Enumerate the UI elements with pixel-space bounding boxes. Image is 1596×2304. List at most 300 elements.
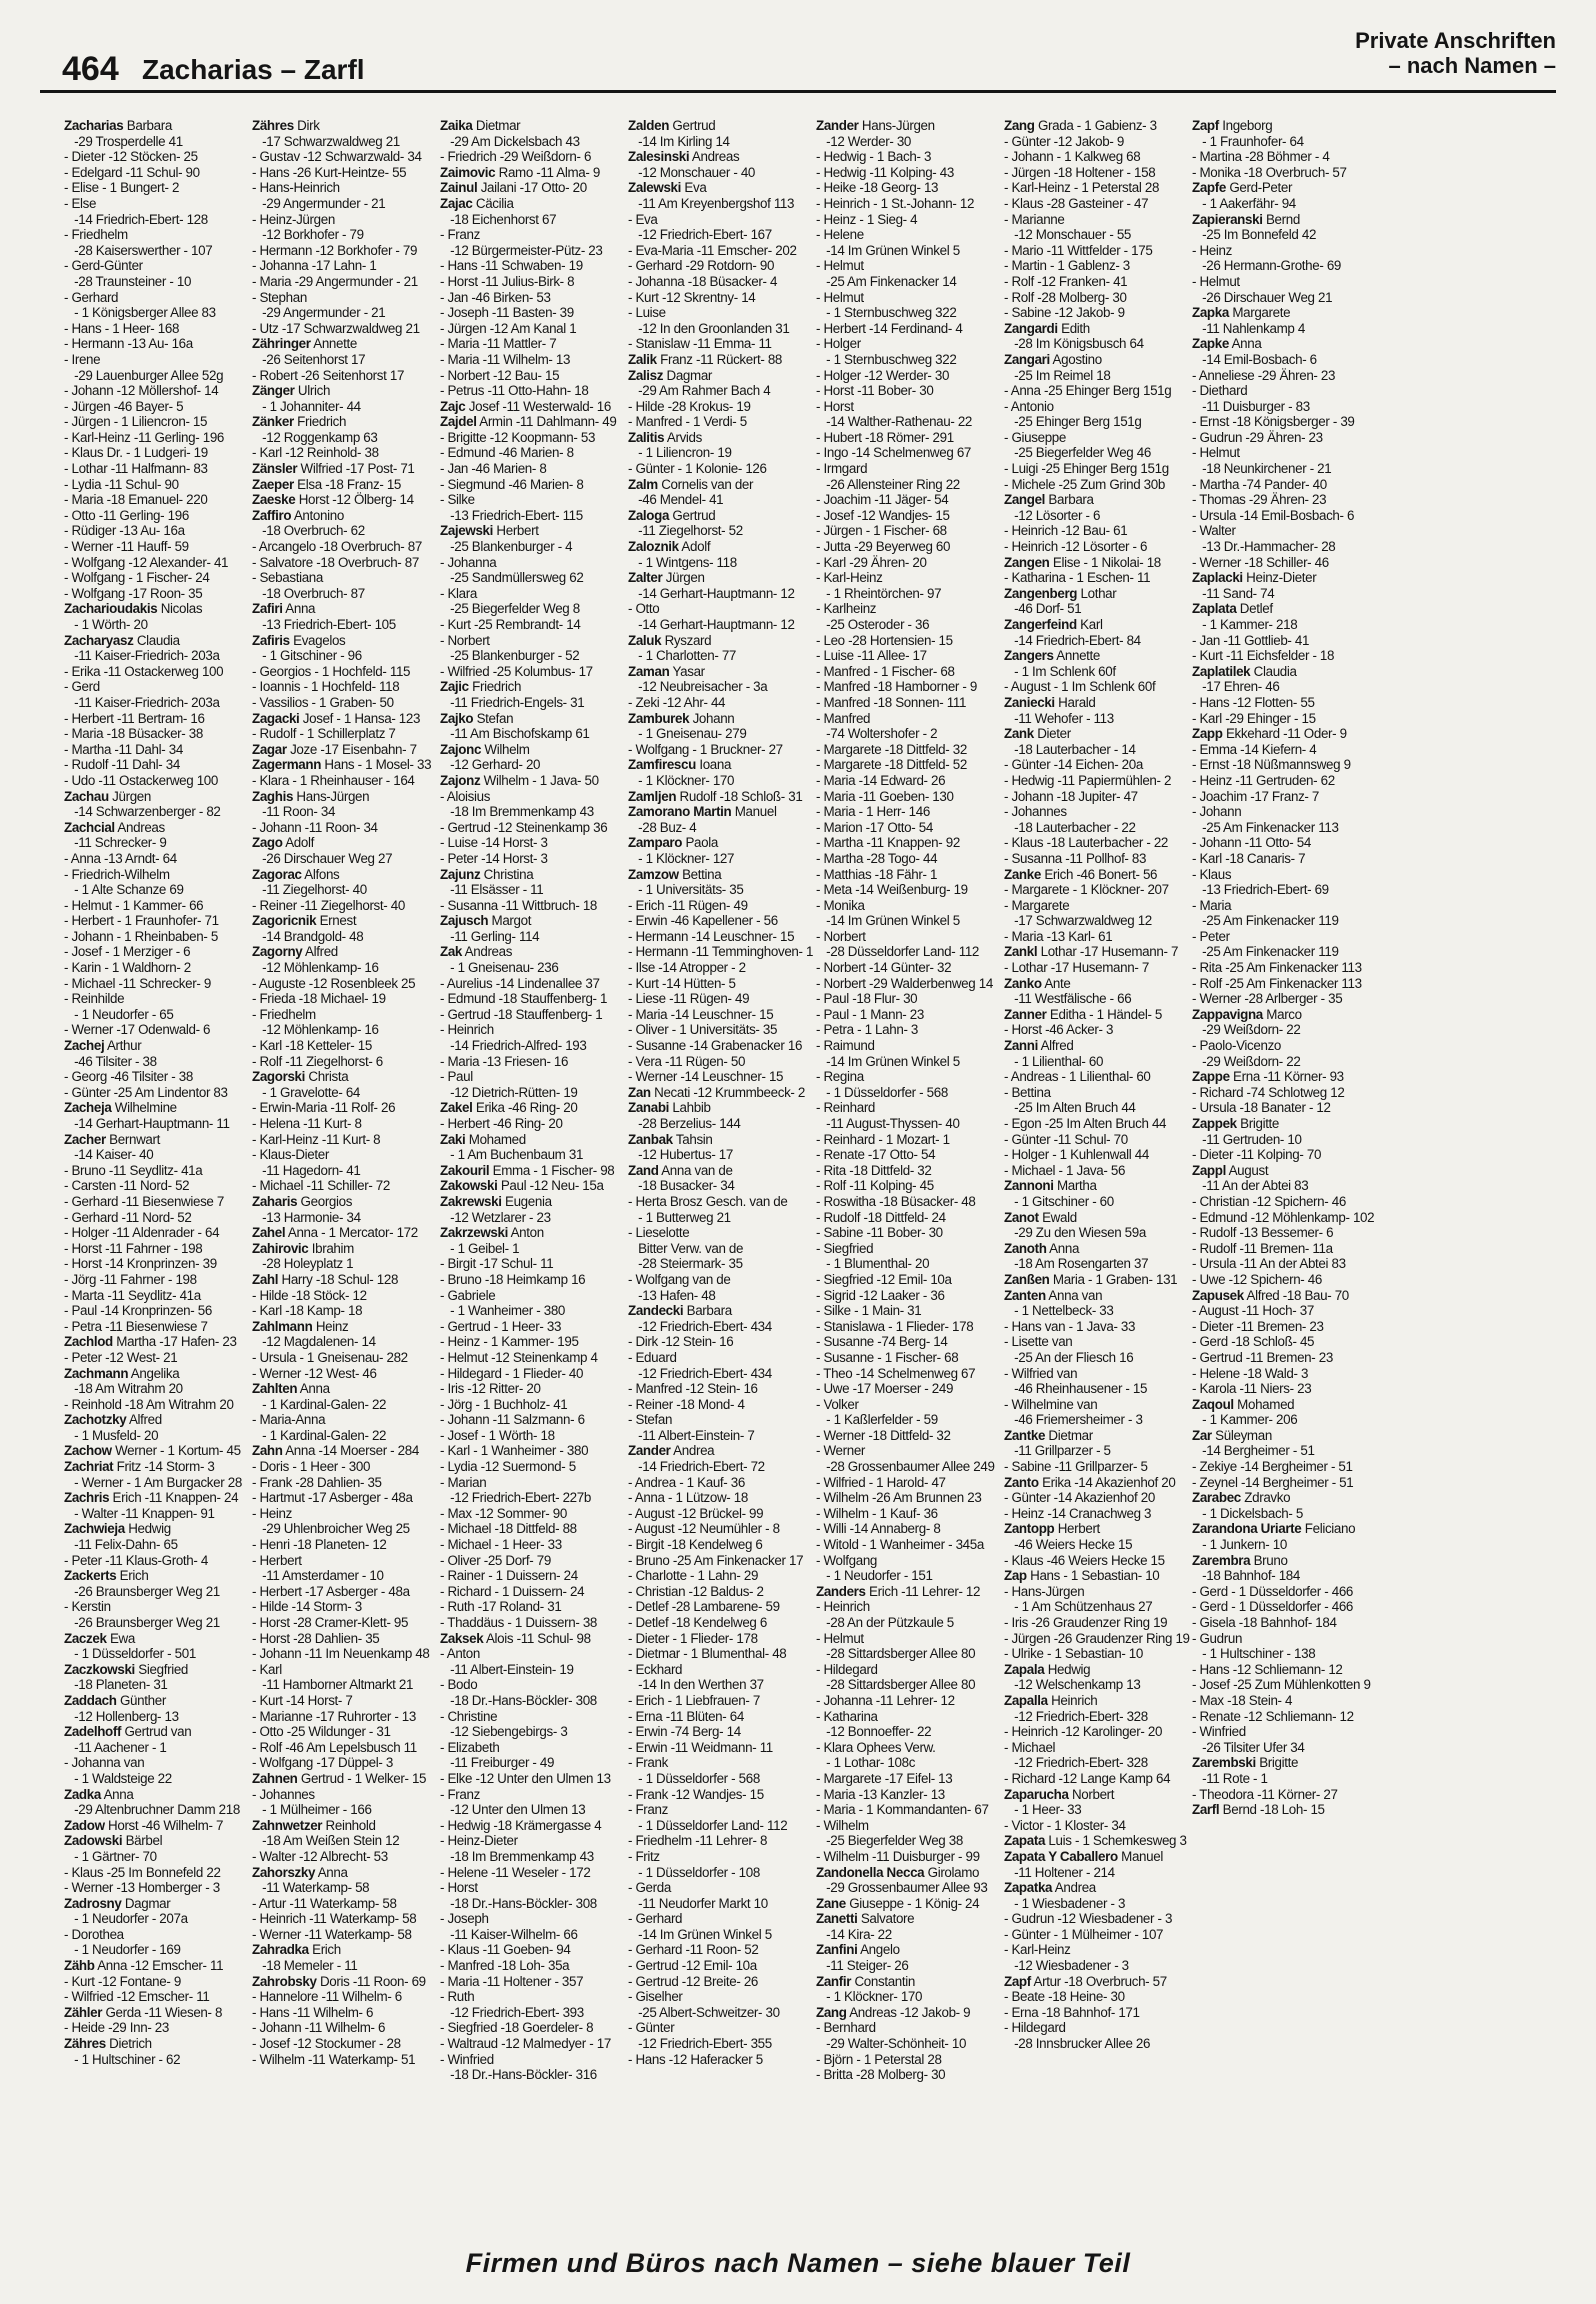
directory-entry: Zadelhoff Gertrud van [64, 1724, 192, 1740]
directory-entry: -26 Braunsberger Weg 21 [64, 1583, 220, 1599]
directory-entry: - Johanna -11 Lehrer- 12 [816, 1692, 955, 1708]
directory-entry: - Gertrud -12 Steinenkamp 36 [440, 819, 608, 835]
directory-entry: - Horst -11 Fahrner - 198 [64, 1240, 203, 1256]
directory-entry: Zahradka Erich [252, 1942, 341, 1958]
directory-entry: Zaniecki Harald [1004, 694, 1096, 710]
directory-entry: - Jan -46 Birken- 53 [440, 289, 551, 305]
directory-entry: - Michael [1004, 1739, 1056, 1755]
directory-entry: -28 Grossenbaumer Allee 249 [816, 1459, 995, 1475]
directory-entry: - Johannes [1004, 804, 1067, 820]
directory-entry: - Johanna -18 Büsacker- 4 [628, 273, 778, 289]
directory-entry: - Birgit -17 Schul- 11 [440, 1256, 554, 1272]
directory-entry: -18 Dr.-Hans-Böckler- 308 [440, 1895, 597, 1911]
directory-entry: - Gerd - 1 Düsseldorfer - 466 [1192, 1599, 1354, 1615]
surname: Zaddach [64, 1692, 117, 1708]
directory-entry: - Frank -12 Wandjes- 15 [628, 1786, 764, 1802]
directory-entry: Zachlod Martha -17 Hafen- 23 [64, 1334, 237, 1350]
directory-entry: Zahirovic Ibrahim [252, 1240, 354, 1256]
directory-entry: -28 Traunsteiner - 10 [64, 273, 192, 289]
directory-entry: - 1 Waldsteige 22 [64, 1770, 172, 1786]
directory-entry: -25 Biegerfelder Weg 8 [440, 601, 580, 617]
directory-entry: - Lothar -17 Husemann- 7 [1004, 960, 1149, 976]
directory-entry: Zaffiro Antonino [252, 507, 344, 523]
surname: Zago [252, 835, 283, 851]
section-title [1355, 28, 1556, 78]
directory-entry: Zand Anna van de [628, 1162, 733, 1178]
directory-entry: - Gertrud - 1 Heer- 33 [440, 1318, 562, 1334]
directory-entry: - 1 Charlotten- 77 [628, 648, 737, 664]
directory-entry: Zanke Erich -46 Bonert- 56 [1004, 866, 1158, 882]
directory-entry: - Werner - 1 Am Burgacker 28 [64, 1474, 242, 1490]
directory-entry: Zapke Anna [1192, 336, 1262, 352]
directory-entry: - Lisette van [1004, 1334, 1073, 1350]
directory-entry: - Edmund -18 Stauffenberg- 1 [440, 991, 608, 1007]
directory-entry: -14 Friedrich-Alfred- 193 [440, 1038, 587, 1054]
directory-entry: - Kurt -12 Fontane- 9 [64, 1973, 181, 1989]
directory-entry: - Diethard [1192, 383, 1248, 399]
directory-entry: Zadka Anna [64, 1786, 134, 1802]
directory-entry: Zajonz Wilhelm - 1 Java- 50 [440, 772, 599, 788]
directory-entry: - Leo -28 Hortensien- 15 [816, 632, 953, 648]
surname: Zapata Y Caballero [1004, 1848, 1118, 1864]
directory-entry: - Petra -11 Biesenwiese 7 [64, 1318, 208, 1334]
directory-entry: Zaki Mohamed [440, 1131, 526, 1147]
directory-entry: - Rita -25 Am Finkenacker 113 [1192, 960, 1362, 976]
directory-entry: - Michael -11 Schiller- 72 [252, 1178, 391, 1194]
directory-entry: - Michael - 1 Heer- 33 [440, 1537, 562, 1553]
directory-entry: - Gudrun [1192, 1630, 1243, 1646]
directory-entry: - Heinz-Dieter [440, 1833, 518, 1849]
surname: Zanßen [1004, 1271, 1050, 1287]
directory-entry: - Andrea - 1 Kauf- 36 [628, 1474, 745, 1490]
directory-entry: Zank Dieter [1004, 726, 1071, 742]
directory-entry: -14 Friedrich-Ebert- 128 [64, 211, 208, 227]
directory-entry: Zanto Erika -14 Akazienhof 20 [1004, 1474, 1176, 1490]
directory-entry: - Franz [440, 227, 480, 243]
directory-entry: - Iris -26 Graudenzer Ring 19 [1004, 1615, 1168, 1630]
surname: Zajdel [440, 414, 477, 430]
directory-entry: - 1 Am Buchenbaum 31 [440, 1147, 584, 1163]
directory-entry: - Hannelore -11 Wilhelm- 6 [252, 1989, 402, 2005]
directory-entry: - Jutta -29 Beyerweg 60 [816, 539, 951, 555]
directory-entry: - Maria -29 Angermunder - 21 [252, 273, 418, 289]
directory-entry: Zagermann Hans - 1 Mosel- 33 [252, 757, 432, 773]
directory-entry: - August -12 Neumühler - 8 [628, 1521, 780, 1537]
directory-entry: -12 Friedrich-Ebert- 167 [628, 227, 772, 243]
directory-entry: -12 Borkhofer - 79 [252, 227, 364, 243]
directory-entry: - Sabine -11 Grillparzer- 5 [1004, 1459, 1148, 1475]
directory-entry: - Werner -28 Arlberger - 35 [1192, 991, 1343, 1007]
directory-entry: Zagorski Christa [252, 1069, 349, 1085]
directory-entry: - Horst -11 Julius-Birk- 8 [440, 273, 575, 289]
directory-entry: - Hermann -11 Temminghoven- 1 [628, 944, 814, 960]
directory-entry: Zainul Jailani -17 Otto- 20 [440, 180, 587, 196]
surname: Zar [1192, 1427, 1212, 1443]
directory-entry: - 1 Klöckner- 170 [816, 1989, 923, 2005]
directory-entry: - Raimund [816, 1038, 875, 1054]
directory-entry: - Wilhelm - 1 Kauf- 36 [816, 1505, 938, 1521]
directory-entry: - Erich -11 Rügen- 49 [628, 897, 748, 913]
directory-entry: - 1 Wanheimer - 380 [440, 1303, 566, 1319]
directory-entry: - Uwe -17 Moerser - 249 [816, 1381, 954, 1397]
directory-entry: - Hildegard [816, 1661, 878, 1677]
directory-entry: -12 Monschauer - 55 [1004, 227, 1132, 243]
surname: Zahirovic [252, 1240, 309, 1256]
directory-entry: - Susanna -11 Pollhof- 83 [1004, 850, 1147, 866]
directory-entry: Zacher Bernwart [64, 1131, 160, 1147]
directory-entry: - Martina -28 Böhmer - 4 [1192, 149, 1330, 165]
surname: Zachau [64, 788, 109, 804]
directory-entry: - Doris - 1 Heer - 300 [252, 1459, 371, 1475]
directory-entry: -14 Walther-Rathenau- 22 [816, 414, 973, 430]
directory-entry: - Otto [628, 601, 660, 617]
directory-entry: Zaparucha Norbert [1004, 1786, 1115, 1802]
directory-entry: -14 Im Grünen Winkel 5 [816, 242, 960, 258]
directory-entry: -18 Eichenhorst 67 [440, 211, 557, 227]
directory-entry: -29 Zu den Wiesen 59a [1004, 1225, 1146, 1241]
surname: Zanni [1004, 1038, 1038, 1054]
directory-entry: Zamorano Martin Manuel [628, 804, 777, 820]
surname: Zapieranski [1192, 211, 1263, 227]
directory-entry: -25 Osteroder - 36 [816, 617, 930, 632]
directory-entry: - 1 Fraunhofer- 64 [1192, 133, 1304, 149]
directory-entry: - Horst [816, 398, 854, 414]
surname: Zajic [440, 679, 469, 695]
directory-entry: -14 Bergheimer - 51 [1192, 1443, 1315, 1459]
directory-entry: Zahnen Gertrud - 1 Welker- 15 [252, 1770, 427, 1786]
directory-entry: - Wolfgang -12 Alexander- 41 [64, 554, 229, 570]
directory-entry: - Jürgen -12 Am Kanal 1 [440, 320, 577, 336]
surname: Zalitis [628, 429, 665, 445]
directory-entry: -11 Neudorfer Markt 10 [628, 1895, 768, 1911]
directory-entry: Zajonc Wilhelm [440, 741, 530, 757]
directory-entry: Zapusek Alfred -18 Bau- 70 [1192, 1287, 1349, 1303]
directory-entry: - Henri -18 Planeten- 12 [252, 1537, 387, 1553]
directory-entry: - Iris -12 Ritter- 20 [440, 1381, 541, 1397]
directory-entry: -12 In den Groonlanden 31 [628, 320, 790, 336]
directory-entry: - Johann -12 Möllershof- 14 [64, 383, 219, 399]
directory-entry: Zapalla Heinrich [1004, 1692, 1098, 1708]
directory-entry: Zangel Barbara [1004, 492, 1094, 508]
directory-entry: - Fritz [628, 1848, 660, 1864]
surname: Zaczek [64, 1630, 107, 1646]
directory-entry: - Michael -18 Dittfeld- 88 [440, 1521, 577, 1537]
surname: Zaparucha [1004, 1786, 1069, 1802]
directory-entry: - Norbert -12 Bau- 15 [440, 367, 560, 383]
directory-entry: - Richard - 1 Duissern- 24 [440, 1583, 585, 1599]
directory-entry: -11 Hamborner Altmarkt 21 [252, 1677, 414, 1693]
directory-entry: -25 Biegerfelder Weg 38 [816, 1833, 963, 1849]
directory-entry: - Maria -14 Edward- 26 [816, 772, 946, 788]
directory-entry: -18 Busacker- 34 [628, 1178, 735, 1194]
directory-entry: - Helmut [1192, 273, 1240, 289]
directory-entry: - 1 Neudorfer - 169 [64, 1942, 181, 1958]
directory-entry: - Wolfgang van de [628, 1271, 731, 1287]
directory-entry: - Reinhard [816, 1100, 876, 1116]
directory-entry: - Reiner -18 Mond- 4 [628, 1396, 745, 1412]
directory-entry: - Hilde -18 Stöck- 12 [252, 1287, 367, 1303]
directory-entry: -12 Friedrich-Ebert- 434 [628, 1318, 772, 1334]
directory-entry: Zafiri Anna [252, 601, 316, 617]
directory-entry: - 1 Alte Schanze 69 [64, 882, 184, 898]
directory-entry: - Reinhard - 1 Mozart- 1 [816, 1131, 950, 1147]
surname: Zainul [440, 180, 478, 196]
directory-entry: -11 Kaiser-Friedrich- 203a [64, 648, 220, 664]
directory-entry: - Heinz-Jürgen [252, 211, 335, 227]
directory-entry: - Winfried [440, 2051, 494, 2067]
directory-entry: - Vera -11 Rügen- 50 [628, 1053, 746, 1069]
directory-entry: Zaqoul Mohamed [1192, 1396, 1295, 1412]
directory-entry: - Gertrud -12 Emil- 10a [628, 1958, 757, 1974]
directory-entry: - Margarete -17 Eifel- 13 [816, 1770, 953, 1786]
directory-entry: - Helene -11 Weseler - 172 [440, 1864, 591, 1880]
directory-entry: - Wilhelmine van [1004, 1396, 1098, 1412]
directory-entry: - Manfred -18 Loh- 35a [440, 1958, 570, 1974]
directory-entry: - Ilse -14 Atropper - 2 [628, 960, 746, 976]
directory-entry: -11 Ziegelhorst- 40 [252, 882, 367, 898]
directory-entry: - Rolf -25 Am Finkenacker 113 [1192, 975, 1362, 991]
surname: Zapatka [1004, 1880, 1053, 1896]
directory-entry: -12 Siebengebirgs- 3 [440, 1724, 568, 1740]
directory-column-5 [816, 118, 1003, 2234]
directory-entry: - Kurt -14 Horst- 7 [252, 1692, 353, 1708]
directory-entry: -25 Im Bonnefeld 42 [1192, 227, 1317, 243]
directory-entry: - Paul - 1 Mann- 23 [816, 1006, 924, 1022]
directory-entry: Zagar Joze -17 Eisenbahn- 7 [252, 741, 417, 757]
directory-entry: -11 August-Thyssen- 40 [816, 1116, 960, 1131]
directory-entry: - Michele -25 Zum Grind 30b [1004, 476, 1165, 492]
directory-entry: - Joseph -11 Basten- 39 [440, 305, 574, 321]
surname: Zähres [64, 2036, 106, 2052]
surname: Zachcial [64, 819, 115, 835]
directory-entry: - Klaus Dr. - 1 Ludgeri- 19 [64, 445, 208, 461]
directory-entry: - Jürgen -18 Holtener - 158 [1004, 164, 1156, 180]
directory-column-3 [440, 118, 627, 2234]
directory-entry: -28 Im Königsbusch 64 [1004, 336, 1144, 352]
directory-entry: -29 Trosperdelle 41 [64, 133, 183, 149]
surname: Zapka [1192, 305, 1229, 321]
directory-entry: - Helmut [816, 289, 864, 305]
surname: Zaplatilek [1192, 663, 1251, 679]
directory-entry: -11 An der Abtei 83 [1192, 1178, 1309, 1194]
directory-entry: - Hedwig -18 Krämergasse 4 [440, 1817, 602, 1833]
surname: Zachlod [64, 1334, 113, 1350]
directory-entry: - Klaus -46 Weiers Hecke 15 [1004, 1552, 1165, 1568]
directory-entry: Zalewski Eva [628, 180, 707, 196]
surname: Zahel [252, 1225, 286, 1241]
directory-entry: - Maria - 1 Kommandanten- 67 [816, 1802, 989, 1818]
directory-entry: Zahl Harry -18 Schul- 128 [252, 1271, 399, 1287]
directory-entry: -11 Freiburger - 49 [440, 1755, 555, 1771]
directory-entry: -11 Gertruden- 10 [1192, 1131, 1302, 1147]
directory-entry: -25 Biegerfelder Weg 46 [1004, 445, 1151, 461]
directory-entry: - Susanne - 1 Fischer- 68 [816, 1349, 959, 1365]
directory-entry: Zandonella Necca Girolamo [816, 1864, 980, 1880]
directory-entry: - 1 Hultschiner - 62 [64, 2051, 181, 2067]
directory-entry: -11 Waterkamp- 58 [252, 1880, 370, 1896]
directory-entry: -25 Blankenburger - 4 [440, 539, 573, 555]
directory-entry: - Werner -18 Dittfeld- 32 [816, 1427, 951, 1443]
directory-entry: - Helmut - 1 Kammer- 66 [64, 897, 204, 913]
directory-entry: - Karl-Heinz [816, 570, 883, 586]
directory-entry: Zahlmann Heinz [252, 1318, 349, 1334]
directory-entry: - Jörg -11 Fahrner - 198 [64, 1271, 197, 1287]
directory-entry: Zap Hans - 1 Sebastian- 10 [1004, 1568, 1160, 1584]
surname: Zapke [1192, 336, 1229, 352]
surname: Zanabi [628, 1100, 670, 1116]
directory-entry: Zaluk Ryszard [628, 632, 712, 648]
surname: Zahn [252, 1443, 283, 1459]
directory-entry: - Dorothea [64, 1926, 124, 1942]
directory-entry: - Joseph [440, 1911, 489, 1927]
directory-entry: -18 Lauterbacher - 14 [1004, 741, 1136, 757]
directory-entry: - Hans -12 Flotten- 55 [1192, 694, 1315, 710]
directory-entry: - 1 Klöckner- 170 [628, 772, 735, 788]
directory-entry: - Emma -14 Kiefern- 4 [1192, 741, 1317, 757]
directory-entry: Zarembski Brigitte [1192, 1755, 1299, 1771]
directory-entry: -18 Im Bremmenkamp 43 [440, 1848, 594, 1864]
directory-entry: -26 Dirschauer Weg 21 [1192, 289, 1333, 305]
directory-entry: - Heinz - 1 Sieg- 4 [816, 211, 918, 227]
directory-entry: Zajewski Herbert [440, 523, 539, 539]
directory-entry: -25 Albert-Schweitzer- 30 [628, 2004, 780, 2020]
directory-entry: - Hildegard - 1 Flieder- 40 [440, 1365, 584, 1381]
directory-entry: - Heinrich -12 Karolinger- 20 [1004, 1724, 1163, 1740]
directory-entry: - Charlotte - 1 Lahn- 29 [628, 1568, 759, 1584]
directory-entry: - Elise - 1 Bungert- 2 [64, 180, 180, 196]
directory-entry: -17 Schwarzwaldweg 12 [1004, 913, 1152, 929]
directory-entry: - Maria -18 Emanuel- 220 [64, 492, 208, 508]
directory-entry: - Johann -11 Salzmann- 6 [440, 1412, 585, 1428]
directory-entry: - Josef - 1 Merziger - 6 [64, 944, 191, 960]
directory-entry: - Karl -18 Canaris- 7 [1192, 850, 1306, 866]
directory-entry: - Reinhilde [64, 991, 125, 1007]
directory-entry: - Hans -11 Schwaben- 19 [440, 258, 583, 274]
directory-entry: - Bruno -18 Heimkamp 16 [440, 1271, 586, 1287]
directory-entry: - Paul -14 Kronprinzen- 56 [64, 1303, 212, 1319]
surname: Zap [1004, 1568, 1027, 1584]
directory-entry: - Horst -46 Acker- 3 [1004, 1022, 1114, 1038]
surname: Zarembra [1192, 1552, 1251, 1568]
surname: Zacharias [64, 118, 124, 133]
directory-entry: - Heinrich [816, 1599, 870, 1615]
surname: Zarfl [1192, 1802, 1220, 1818]
directory-entry: Zachmann Angelika [64, 1365, 180, 1381]
surname: Zajc [440, 398, 466, 414]
surname: Zahradka [252, 1942, 309, 1958]
surname: Zapalla [1004, 1692, 1048, 1708]
directory-entry: - Jürgen -26 Graudenzer Ring 19 [1004, 1630, 1190, 1646]
directory-entry: - Anna -25 Ehinger Berg 151g [1004, 383, 1172, 399]
surname: Zahnen [252, 1770, 298, 1786]
directory-entry: Zähler Gerda -11 Wiesen- 8 [64, 2004, 223, 2020]
page-header [40, 20, 1556, 93]
surname: Zakowski [440, 1178, 498, 1194]
directory-entry: -26 Allensteiner Ring 22 [816, 476, 960, 492]
directory-entry: - Horst -14 Kronprinzen- 39 [64, 1256, 217, 1272]
directory-entry: - Gerhard [64, 289, 119, 305]
directory-entry: - Paul [440, 1069, 473, 1085]
directory-entry: - 1 Neudorfer - 65 [64, 1006, 174, 1022]
directory-entry: - Hermann -13 Au- 16a [64, 336, 193, 352]
surname: Zacheja [64, 1100, 112, 1116]
directory-entry: - Gabriele [440, 1287, 496, 1303]
directory-entry: Zahnwetzer Reinhold [252, 1817, 376, 1833]
directory-entry: - Maria -14 Leuschner- 15 [628, 1006, 774, 1022]
directory-entry: -28 Steiermark- 35 [628, 1256, 743, 1272]
directory-entry: - Herbert -14 Ferdinand- 4 [816, 320, 963, 336]
directory-entry: - Johann -11 Otto- 54 [1192, 835, 1311, 851]
directory-entry: - Gudrun -29 Ähren- 23 [1192, 429, 1323, 445]
directory-entry: - Silke - 1 Main- 31 [816, 1303, 922, 1319]
surname: Zaman [628, 663, 670, 679]
surname: Zachriat [64, 1459, 114, 1475]
directory-entry: Zalm Cornelis van der [628, 476, 754, 492]
directory-entry: Zadrosny Dagmar [64, 1895, 171, 1911]
directory-entry: - Otto -25 Wildunger - 31 [252, 1724, 391, 1740]
directory-entry: Zaloznik Adolf [628, 539, 711, 555]
directory-entry: - Josef -12 Stockumer - 28 [252, 2036, 401, 2052]
directory-entry: - Heinrich -12 Lösorter - 6 [1004, 539, 1148, 555]
directory-entry: -28 Holeyplatz 1 [252, 1256, 354, 1272]
directory-entry: - Susanne -14 Grabenacker 16 [628, 1038, 803, 1054]
directory-entry: -14 Im Grünen Winkel 5 [816, 1053, 960, 1069]
directory-entry: - Günter [628, 2020, 675, 2036]
directory-entry: - Maria -11 Goeben- 130 [816, 788, 954, 804]
surname: Zanke [1004, 866, 1041, 882]
directory-entry: -29 Uhlenbroicher Weg 25 [252, 1521, 410, 1537]
directory-entry: -14 Kaiser- 40 [64, 1147, 154, 1163]
directory-entry: - Karl [252, 1661, 282, 1677]
directory-entry: -13 Friedrich-Ebert- 69 [1192, 882, 1329, 898]
directory-entry: -14 Brandgold- 48 [252, 928, 364, 944]
directory-entry: -18 Bahnhof- 184 [1192, 1568, 1300, 1584]
directory-entry: - 1 Kammer- 206 [1192, 1412, 1298, 1428]
directory-entry: - Edelgard -11 Schul- 90 [64, 164, 200, 180]
directory-entry: Zachriat Fritz -14 Storm- 3 [64, 1459, 215, 1475]
directory-entry: - 1 Neudorfer - 151 [816, 1568, 933, 1584]
directory-entry: - Birgit -18 Kendelweg 6 [628, 1537, 763, 1553]
directory-entry: -18 Planeten- 31 [64, 1677, 168, 1693]
directory-entry: - Aurelius -14 Lindenallee 37 [440, 975, 600, 991]
surname: Zahnwetzer [252, 1817, 323, 1833]
directory-entry: - Jürgen -46 Bayer- 5 [64, 398, 184, 414]
surname: Zänsler [252, 461, 298, 477]
directory-entry: - Anton [440, 1646, 480, 1662]
directory-entry: - Horst [440, 1880, 478, 1896]
directory-entry: - 1 Universitäts- 35 [628, 882, 744, 898]
directory-entry: -28 An der Pützkaule 5 [816, 1615, 954, 1630]
directory-entry: - Josef -12 Wandjes- 15 [816, 507, 950, 523]
directory-entry: - Matthias -18 Fähr- 1 [816, 866, 938, 882]
directory-entry: - Manfred -18 Sonnen- 111 [816, 694, 967, 710]
surname: Zakrzewski [440, 1225, 508, 1241]
directory-entry: Zagorny Alfred [252, 944, 338, 960]
directory-entry: - Andreas - 1 Lilienthal- 60 [1004, 1069, 1151, 1085]
directory-entry: - 1 Gitschiner - 60 [1004, 1193, 1114, 1209]
directory-entry: - 1 Sternbuschweg 322 [816, 351, 957, 367]
directory-entry: Zahorszky Anna [252, 1864, 348, 1880]
directory-entry: Zar Süleyman [1192, 1427, 1272, 1443]
directory-entry: Zanko Ante [1004, 975, 1071, 991]
directory-entry: - Reiner -11 Ziegelhorst- 40 [252, 897, 405, 913]
directory-entry: Zänger Ulrich [252, 383, 331, 399]
directory-entry: -11 Am Bischofskamp 61 [440, 726, 590, 742]
directory-entry: - 1 Liliencron- 19 [628, 445, 732, 461]
directory-entry: - Michael - 1 Java- 56 [1004, 1162, 1126, 1178]
directory-entry: - Stanislawa - 1 Flieder- 178 [816, 1318, 974, 1334]
surname: Zalewski [628, 180, 682, 196]
